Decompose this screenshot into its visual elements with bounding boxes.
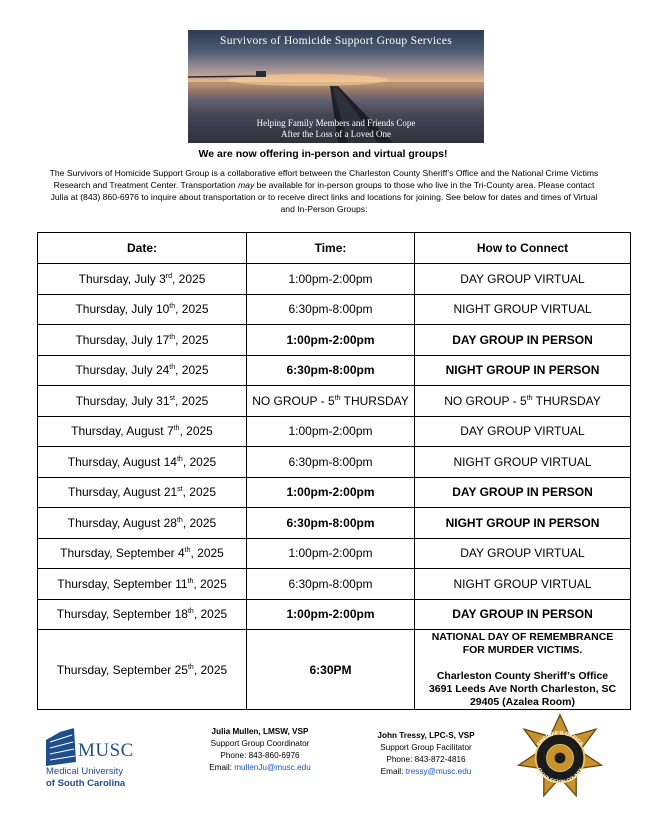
table-row bbox=[38, 508, 631, 539]
row-connect bbox=[415, 386, 631, 417]
row-date bbox=[38, 355, 247, 386]
connect-text: NIGHT GROUP IN PERSON bbox=[445, 515, 600, 530]
date-year: , 2025 bbox=[190, 546, 224, 561]
contact-email-link[interactable]: tressy@musc.edu bbox=[405, 767, 472, 776]
row-connect bbox=[415, 264, 631, 295]
row-date bbox=[38, 294, 247, 325]
date-ordinal: th bbox=[187, 663, 194, 671]
date-year: , 2025 bbox=[172, 271, 206, 286]
row-connect bbox=[415, 538, 631, 569]
date-text: Thursday, August 14 bbox=[67, 454, 177, 469]
row-connect bbox=[415, 355, 631, 386]
table-row bbox=[38, 386, 631, 417]
table-row bbox=[38, 325, 631, 356]
time-text: 6:30pm-8:00pm bbox=[286, 363, 375, 378]
table-row bbox=[38, 538, 631, 569]
remembrance-line1: NATIONAL DAY OF REMEMBRANCE bbox=[431, 630, 614, 643]
row-time bbox=[247, 264, 415, 295]
header-connect: How to Connect bbox=[415, 233, 631, 264]
contact-role: Support Group Coordinator bbox=[210, 739, 310, 748]
table-row bbox=[38, 477, 631, 508]
contact-role: Support Group Facilitator bbox=[380, 743, 472, 752]
contact-email-label: Email: bbox=[209, 763, 235, 772]
date-ordinal: th bbox=[169, 303, 176, 311]
date-text: Thursday, July 3 bbox=[78, 271, 166, 286]
date-year: , 2025 bbox=[175, 332, 209, 347]
date-text: Thursday, August 21 bbox=[67, 485, 178, 500]
row-date bbox=[38, 538, 247, 569]
date-year: , 2025 bbox=[182, 454, 217, 469]
row-time bbox=[247, 447, 415, 478]
intro-part1: The Survivors of Homicide Support Group is a collaborative effort between the Charleston County Sheriff’s Office and the National Crime Victims Research and Treatment Center. Transportation bbox=[49, 168, 599, 190]
time-text: 1:00pm-2:00pm bbox=[286, 485, 375, 500]
contact-phone: Phone: 843-872-4816 bbox=[386, 755, 466, 764]
header-time: Time: bbox=[247, 233, 415, 264]
table-row-remembrance bbox=[38, 630, 631, 710]
time-text: 1:00pm-2:00pm bbox=[288, 271, 373, 286]
table-row bbox=[38, 416, 631, 447]
row-time bbox=[247, 508, 415, 539]
date-year: , 2025 bbox=[193, 576, 227, 591]
banner-title: Survivors of Homicide Support Group Services bbox=[220, 35, 452, 47]
musc-name-line2: of South Carolina bbox=[46, 778, 126, 789]
table-row bbox=[38, 569, 631, 600]
contact-john bbox=[356, 730, 496, 778]
time-text: 6:30pm-8:00pm bbox=[286, 515, 375, 530]
badge-bottom-text: CHARLESTON COUNTY bbox=[535, 767, 585, 786]
banner-subtitle-line1: Helping Family Members and Friends Cope bbox=[256, 118, 416, 128]
date-ordinal: th bbox=[184, 547, 191, 555]
row-date bbox=[38, 416, 247, 447]
date-year: , 2025 bbox=[175, 363, 209, 378]
header-date: Date: bbox=[38, 233, 247, 264]
date-text: Thursday, August 28 bbox=[67, 515, 177, 530]
time-text: 1:00pm-2:00pm bbox=[286, 607, 375, 622]
row-time bbox=[247, 599, 415, 630]
date-text: Thursday, September 11 bbox=[57, 576, 188, 591]
table-header-row bbox=[38, 233, 631, 264]
date-ordinal: th bbox=[169, 333, 176, 341]
connect-text: DAY GROUP IN PERSON bbox=[452, 607, 593, 622]
connect-text: DAY GROUP IN PERSON bbox=[452, 332, 593, 347]
time-text: 6:30pm-8:00pm bbox=[288, 576, 373, 591]
date-ordinal: th bbox=[176, 516, 183, 524]
date-text: Thursday, July 17 bbox=[75, 332, 170, 347]
date-text: Thursday, July 31 bbox=[75, 393, 170, 408]
musc-name-line1: Medical University bbox=[46, 766, 124, 777]
row-time bbox=[247, 325, 415, 356]
banner-image bbox=[188, 30, 484, 143]
row-date bbox=[38, 599, 247, 630]
connect-text: NIGHT GROUP VIRTUAL bbox=[453, 454, 592, 469]
row-time bbox=[247, 416, 415, 447]
table-row bbox=[38, 294, 631, 325]
time-text: 1:00pm-2:00pm bbox=[288, 546, 373, 561]
time-text: NO GROUP - 5 bbox=[252, 393, 335, 408]
time-text: 1:00pm-2:00pm bbox=[286, 332, 375, 347]
date-ordinal: th bbox=[187, 577, 194, 585]
date-text: Thursday, July 24 bbox=[75, 363, 170, 378]
date-text: Thursday, September 4 bbox=[60, 546, 185, 561]
banner-subtitle-line2: After the Loss of a Loved One bbox=[281, 129, 391, 139]
location-line3: 29405 (Azalea Room) bbox=[469, 695, 576, 708]
time-text: 1:00pm-2:00pm bbox=[288, 424, 373, 439]
date-year: , 2025 bbox=[182, 485, 216, 500]
row-connect bbox=[415, 508, 631, 539]
row-date bbox=[38, 386, 247, 417]
connect-text: DAY GROUP VIRTUAL bbox=[460, 546, 585, 561]
connect-text: NIGHT GROUP VIRTUAL bbox=[453, 576, 592, 591]
row-time bbox=[247, 538, 415, 569]
row-time bbox=[247, 477, 415, 508]
contact-email-link[interactable]: mullenJu@musc.edu bbox=[234, 763, 311, 772]
time-text: 6:30pm-8:00pm bbox=[288, 302, 373, 317]
contact-julia bbox=[190, 726, 330, 774]
connect-ordinal: th bbox=[526, 394, 533, 402]
row-date bbox=[38, 508, 247, 539]
contact-name: Julia Mullen, LMSW, VSP bbox=[211, 727, 309, 736]
connect-text: NIGHT GROUP VIRTUAL bbox=[453, 302, 592, 317]
date-ordinal: th bbox=[173, 425, 180, 433]
connect-text: DAY GROUP VIRTUAL bbox=[460, 424, 585, 439]
table-row bbox=[38, 447, 631, 478]
row-time bbox=[247, 569, 415, 600]
row-connect bbox=[415, 630, 631, 710]
row-time bbox=[247, 386, 415, 417]
row-connect bbox=[415, 599, 631, 630]
row-date bbox=[38, 630, 247, 710]
row-time bbox=[247, 355, 415, 386]
location-line1: Charleston County Sheriff’s Office bbox=[436, 669, 609, 682]
date-year: , 2025 bbox=[193, 662, 228, 677]
contact-email-label: Email: bbox=[380, 767, 406, 776]
date-year: , 2025 bbox=[175, 302, 209, 317]
connect-text: DAY GROUP IN PERSON bbox=[452, 485, 593, 500]
date-year: , 2025 bbox=[179, 424, 213, 439]
date-ordinal: th bbox=[176, 455, 183, 463]
contact-name: John Tressy, LPC-S, VSP bbox=[377, 731, 475, 740]
row-date bbox=[38, 569, 247, 600]
row-date bbox=[38, 447, 247, 478]
row-time: 6:30PM bbox=[247, 630, 415, 710]
table-row bbox=[38, 599, 631, 630]
intro-paragraph bbox=[48, 167, 600, 215]
table-row bbox=[38, 355, 631, 386]
row-time bbox=[247, 294, 415, 325]
time-text: 6:30pm-8:00pm bbox=[288, 454, 373, 469]
badge-top-text: SHERIFF'S OFFICE bbox=[536, 730, 584, 748]
date-ordinal: st bbox=[177, 486, 183, 494]
date-ordinal: rd bbox=[165, 272, 172, 280]
row-connect bbox=[415, 294, 631, 325]
table-row bbox=[38, 264, 631, 295]
time-ordinal: th bbox=[334, 394, 341, 402]
row-date bbox=[38, 264, 247, 295]
date-text: Thursday, September 25 bbox=[56, 662, 188, 677]
date-text: Thursday, September 18 bbox=[56, 607, 188, 622]
date-ordinal: th bbox=[169, 364, 176, 372]
date-text: Thursday, July 10 bbox=[75, 302, 170, 317]
intro-emphasis: may bbox=[238, 180, 255, 190]
date-text: Thursday, August 7 bbox=[71, 424, 174, 439]
musc-wordmark: MUSC bbox=[78, 740, 134, 761]
contact-email-row bbox=[190, 762, 330, 774]
schedule-table bbox=[37, 232, 631, 710]
date-ordinal: th bbox=[187, 608, 194, 616]
connect-text: NIGHT GROUP IN PERSON bbox=[445, 363, 600, 378]
date-ordinal: st bbox=[169, 394, 175, 402]
row-connect bbox=[415, 477, 631, 508]
time-suffix: THURSDAY bbox=[340, 393, 409, 408]
row-connect bbox=[415, 569, 631, 600]
sheriff-star-badge-icon bbox=[515, 713, 605, 803]
row-connect bbox=[415, 325, 631, 356]
date-year: , 2025 bbox=[182, 515, 217, 530]
contact-phone: Phone: 843-860-6976 bbox=[220, 751, 300, 760]
row-date bbox=[38, 477, 247, 508]
contact-email-row bbox=[356, 766, 496, 778]
intro-part2: be available for in-person groups to those who live in the Tri-County area. Please contact Julia at (843) 860-6976 to inquire about transportation or to receive direct links and locations for joining. See below for dates and times of Virtual and In-Person Groups: bbox=[50, 180, 598, 214]
remembrance-line2: FOR MURDER VICTIMS. bbox=[462, 643, 583, 656]
location-line2: 3691 Leeds Ave North Charleston, SC bbox=[428, 682, 617, 695]
row-connect bbox=[415, 416, 631, 447]
connect-suffix: THURSDAY bbox=[532, 393, 601, 408]
connect-text: DAY GROUP VIRTUAL bbox=[460, 271, 585, 286]
row-date bbox=[38, 325, 247, 356]
connect-text: NO GROUP - 5 bbox=[444, 393, 527, 408]
date-year: , 2025 bbox=[174, 393, 209, 408]
headline: We are now offering in-person and virtual groups! bbox=[198, 148, 448, 160]
date-year: , 2025 bbox=[193, 607, 228, 622]
row-connect bbox=[415, 447, 631, 478]
